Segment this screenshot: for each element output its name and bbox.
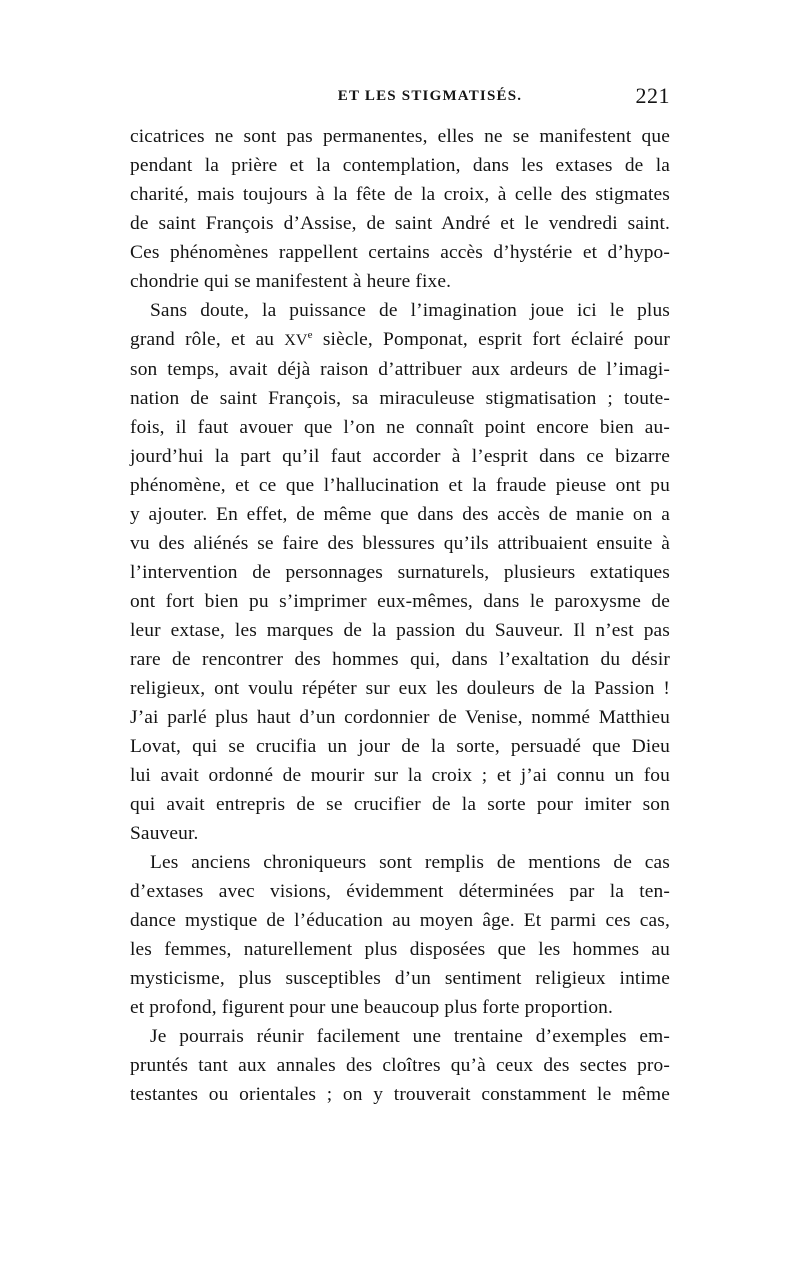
- running-head: [130, 83, 670, 122]
- text-line: qui avait entrepris de se crucifier de la sorte pour imiter son: [130, 794, 670, 815]
- text-line: les femmes, naturellement plus disposées que les hommes au: [130, 939, 670, 960]
- text-line: son temps, avait déjà raison d’attribuer aux ardeurs de l’imagi-: [130, 359, 670, 380]
- text-line: Lovat, qui se crucifia un jour de la sorte, persuadé que Dieu: [130, 736, 670, 757]
- paragraph-1: [130, 122, 670, 296]
- text-line: Sans doute, la puissance de l’imagination joue ici le plus: [150, 300, 670, 321]
- superscript: e: [307, 329, 313, 341]
- text-line: lui avait ordonné de mourir sur la croix ; et j’ai connu un fou: [130, 765, 670, 786]
- text-fragment: siècle, Pomponat, esprit fort éclairé pour: [312, 329, 671, 350]
- text-line: jourd’hui la part qu’il faut accorder à l’esprit dans ce bizarre: [130, 446, 670, 467]
- text-line: l’intervention de personnages surnaturels, plusieurs extatiques: [130, 562, 670, 583]
- text-line: pruntés tant aux annales des cloîtres qu’à ceux des sectes pro-: [130, 1055, 670, 1076]
- paragraph-4: [130, 1022, 670, 1109]
- text-line: nation de saint François, sa miraculeuse stigmatisation ; toute-: [130, 388, 670, 409]
- text-line: mysticisme, plus susceptibles d’un sentiment religieux intime: [130, 968, 670, 989]
- text-line: dance mystique de l’éducation au moyen âge. Et parmi ces cas,: [130, 910, 670, 931]
- paragraph-3: [130, 848, 670, 1022]
- text-fragment: grand rôle, et au: [130, 329, 285, 350]
- text-line: leur extase, les marques de la passion du Sauveur. Il n’est pas: [130, 620, 670, 641]
- text-line: testantes ou orientales ; on y trouverait constamment le même: [130, 1084, 670, 1105]
- text-line: y ajouter. En effet, de même que dans des accès de manie on a: [130, 504, 670, 525]
- text-line: d’extases avec visions, évidemment déterminées par la ten-: [130, 881, 670, 902]
- paragraph-2: [130, 296, 670, 848]
- text-line: [130, 325, 670, 355]
- text-line: Je pourrais réunir facilement une trentaine d’exemples em-: [150, 1026, 670, 1047]
- text-line: et profond, figurent pour une beaucoup plus forte proportion.: [130, 997, 614, 1018]
- text-line: religieux, ont voulu répéter sur eux les douleurs de la Passion !: [130, 678, 670, 699]
- text-line: chondrie qui se manifestent à heure fixe.: [130, 271, 452, 292]
- body-text: [130, 122, 670, 1109]
- running-title: ET LES STIGMATISÉS.: [337, 88, 523, 104]
- text-line: J’ai parlé plus haut d’un cordonnier de Venise, nommé Matthieu: [130, 707, 670, 728]
- text-line: rare de rencontrer des hommes qui, dans l’exaltation du désir: [130, 649, 670, 670]
- text-line: fois, il faut avouer que l’on ne connaît point encore bien au-: [130, 417, 670, 438]
- text-line: Ces phénomènes rappellent certains accès d’hystérie et d’hypo-: [130, 242, 670, 263]
- text-line: vu des aliénés se faire des blessures qu’ils attribuaient ensuite à: [130, 533, 670, 554]
- text-line: pendant la prière et la contemplation, dans les extases de la: [130, 155, 670, 176]
- text-line: cicatrices ne sont pas permanentes, elles ne se manifestent que: [130, 126, 670, 147]
- text-line: ont fort bien pu s’imprimer eux-mêmes, dans le paroxysme de: [130, 591, 670, 612]
- century-numeral: XV: [284, 332, 308, 349]
- text-line: Sauveur.: [130, 823, 199, 844]
- book-page: [130, 83, 671, 1109]
- text-line: phénomène, et ce que l’hallucination et la fraude pieuse ont pu: [130, 475, 670, 496]
- text-line: charité, mais toujours à la fête de la croix, à celle des stigmates: [130, 184, 670, 205]
- text-line: de saint François d’Assise, de saint André et le vendredi saint.: [130, 213, 670, 234]
- page-number: 221: [635, 83, 670, 108]
- text-line: Les anciens chroniqueurs sont remplis de mentions de cas: [150, 852, 670, 873]
